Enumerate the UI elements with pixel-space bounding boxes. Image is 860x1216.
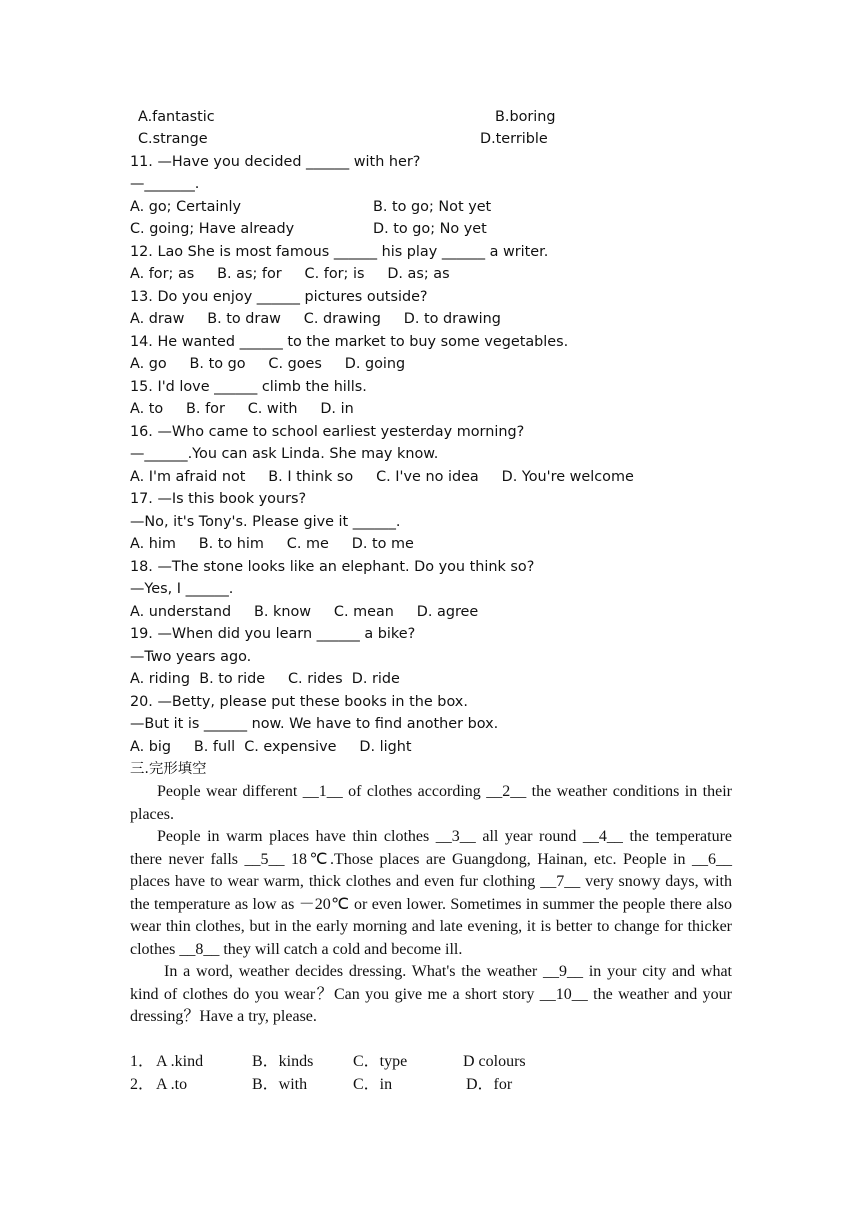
q14-stem: 14. He wanted ______ to the market to buy some vegetables. [130,334,569,350]
q10-option-d: D.terrible [480,131,548,147]
q20-reply: —But it is ______ now. We have to find another box. [130,716,499,732]
passage-paragraph-3: In a word, weather decides dressing. What's the weather __9__ in your city and what kind of clothes do you wear？Can you give me a short story __10__ the weather and your dressing？Have a try, please. [130,963,732,1025]
q20-options: A. big B. full C. expensive D. light [130,739,412,755]
q16-stem: 16. —Who came to school earliest yesterday morning? [130,424,525,440]
q19-reply: —Two years ago. [130,649,252,665]
q13-stem: 13. Do you enjoy ______ pictures outside? [130,289,428,305]
cloze-2-option-b: B．with [252,1076,308,1093]
q17-reply: —No, it's Tony's. Please give it ______. [130,514,401,530]
cloze-1-option-c: C．type [353,1053,408,1070]
q18-stem: 18. —The stone looks like an elephant. Do you think so? [130,559,535,575]
cloze-2-option-d: D．for [466,1076,513,1093]
q20-stem: 20. —Betty, please put these books in the box. [130,694,468,710]
q10-option-c: C.strange [138,131,208,147]
q19-options: A. riding B. to ride C. rides D. ride [130,671,400,687]
q18-options: A. understand B. know C. mean D. agree [130,604,479,620]
q19-stem: 19. —When did you learn ______ a bike? [130,626,416,642]
q12-options: A. for; as B. as; for C. for; is D. as; as [130,266,450,282]
q16-options: A. I'm afraid not B. I think so C. I've no idea D. You're welcome [130,469,634,485]
q10-option-a: A.fantastic [138,109,215,125]
cloze-passage [130,781,732,1029]
q11-reply: —_______. [130,176,200,192]
q11-option-a: A. go; Certainly [130,199,242,215]
cloze-option-number: 2． [130,1076,155,1093]
q13-options: A. draw B. to draw C. drawing D. to drawing [130,311,501,327]
q10-option-b: B.boring [495,109,556,125]
passage-paragraph-1: People wear different __1__ of clothes according __2__ the weather conditions in their places. [130,783,732,823]
section-title: 三.完形填空 [130,761,207,777]
cloze-option-number: 1． [130,1053,155,1070]
q17-options: A. him B. to him C. me D. to me [130,536,414,552]
q15-options: A. to B. for C. with D. in [130,401,354,417]
q11-option-b: B. to go; Not yet [373,199,492,215]
q11-stem: 11. —Have you decided ______ with her? [130,154,421,170]
cloze-1-option-b: B．kinds [252,1053,314,1070]
q17-stem: 17. —Is this book yours? [130,491,307,507]
q16-reply: —______.You can ask Linda. She may know. [130,446,439,462]
cloze-2-option-a: A .to [156,1076,188,1093]
q15-stem: 15. I'd love ______ climb the hills. [130,379,367,395]
passage-paragraph-2: People in warm places have thin clothes __3__ all year round __4__ the temperature there never falls __5__ 18℃.Those places are Guangdong, Hainan, etc. People in __6__ places have to wear warm, thick clothes and even fur clothing __7__ very snowy days, with the temperature as low as －20℃ or even lower. Sometimes in summer the people there also wear thin clothes, but in the early morning and late evening, it is better to change for thicker clothes __8__ they will catch a cold and become ill. [130,828,732,958]
q14-options: A. go B. to go C. goes D. going [130,356,406,372]
cloze-1-option-a: A .kind [156,1053,204,1070]
q18-reply: —Yes, I ______. [130,581,234,597]
q12-stem: 12. Lao She is most famous ______ his play ______ a writer. [130,244,549,260]
cloze-1-option-d: D colours [463,1053,526,1070]
q11-option-d: D. to go; No yet [373,221,487,237]
cloze-2-option-c: C．in [353,1076,393,1093]
q11-option-c: C. going; Have already [130,221,295,237]
